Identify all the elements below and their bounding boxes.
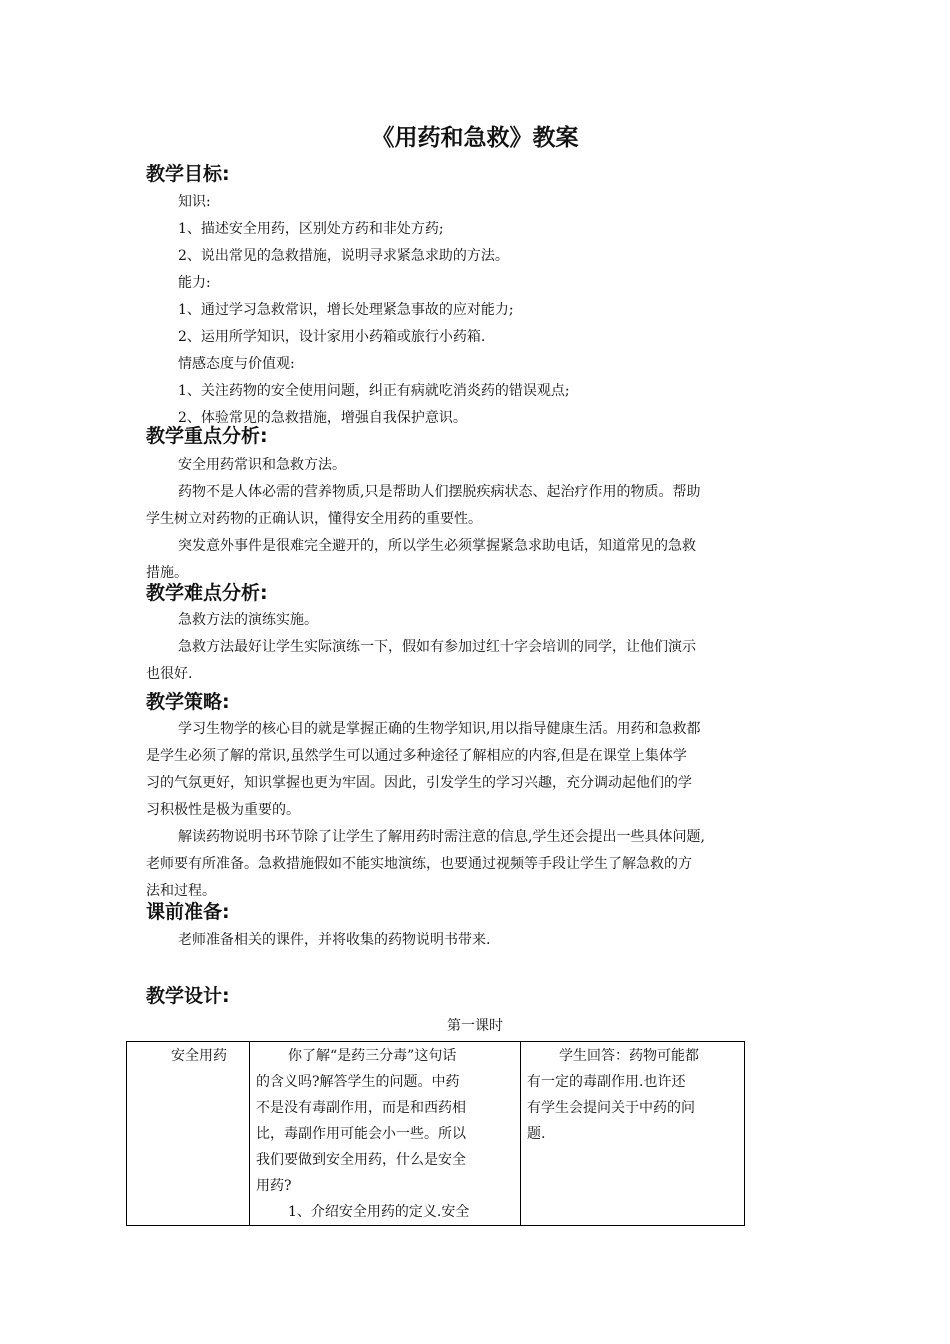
objectives-heading: 教学目标: — [146, 163, 230, 185]
document-title: 《用药和急救》教案 — [371, 125, 579, 151]
strategy-heading: 教学策略: — [146, 691, 230, 713]
knowledge-label: 知识: — [178, 194, 211, 210]
key-points-body — [146, 452, 826, 587]
attitude-label: 情感态度与价值观: — [178, 356, 295, 372]
strategy-line: 学习生物学的核心目的就是掌握正确的生物学知识,用以指导健康生活。用药和急救都 — [178, 721, 701, 737]
knowledge-item-2: 2、说出常见的急救措施，说明寻求紧急求助的方法。 — [178, 248, 509, 264]
difficulties-line: 也很好. — [146, 666, 193, 682]
table-row — [127, 1042, 745, 1226]
attitude-item-1: 1、关注药物的安全使用问题，纠正有病就吃消炎药的错误观点; — [178, 383, 570, 399]
ability-item-2: 2、运用所学知识，设计家用小药箱或旅行小药箱. — [178, 329, 486, 345]
design-heading: 教学设计: — [146, 985, 230, 1007]
difficulties-line: 急救方法的演练实施。 — [178, 612, 318, 628]
strategy-line: 习积极性是极为重要的。 — [146, 802, 300, 818]
objectives-body — [146, 189, 826, 432]
key-points-line: 安全用药常识和急救方法。 — [178, 457, 346, 473]
teacher-line: 不是没有毒副作用，而是和西药相 — [256, 1100, 466, 1116]
difficulties-line: 急救方法最好让学生实际演练一下，假如有参加过红十字会培训的同学，让他们演示 — [178, 639, 696, 655]
student-line: 有学生会提问关于中药的问 — [527, 1100, 695, 1116]
table-cell-teacher — [250, 1042, 521, 1226]
student-line: 学生回答：药物可能都 — [559, 1048, 699, 1064]
preparation-heading: 课前准备: — [146, 901, 230, 923]
student-line: 题. — [527, 1126, 546, 1142]
teacher-line: 的含义吗?解答学生的问题。中药 — [256, 1074, 460, 1090]
lesson-caption: 第一课时 — [447, 1018, 503, 1034]
key-points-line: 药物不是人体必需的营养物质,只是帮助人们摆脱疾病状态、起治疗作用的物质。帮助 — [178, 484, 701, 500]
ability-item-1: 1、通过学习急救常识，增长处理紧急事故的应对能力; — [178, 302, 514, 318]
teacher-line: 你了解“是药三分毒”这句话 — [288, 1048, 457, 1064]
strategy-line: 解读药物说明书环节除了让学生了解用药时需注意的信息,学生还会提出一些具体问题, — [178, 829, 705, 845]
key-points-heading: 教学重点分析: — [146, 425, 268, 447]
preparation-body — [146, 927, 826, 954]
strategy-line: 是学生必须了解的常识,虽然学生可以通过多种途径了解相应的内容,但是在课堂上集体学 — [146, 748, 687, 764]
student-line: 有一定的毒副作用.也许还 — [527, 1074, 686, 1090]
teacher-line: 1、介绍安全用药的定义.安全 — [288, 1204, 470, 1220]
strategy-body — [146, 716, 826, 905]
table-cell-student — [521, 1042, 745, 1226]
difficulties-body — [146, 607, 826, 688]
lesson-table — [126, 1041, 745, 1226]
difficulties-heading: 教学难点分析: — [146, 582, 268, 604]
teacher-line: 比，毒副作用可能会小一些。所以 — [256, 1126, 466, 1142]
ability-label: 能力: — [178, 275, 211, 291]
table-cell-topic — [127, 1042, 250, 1226]
teacher-line: 我们要做到安全用药，什么是安全 — [256, 1152, 466, 1168]
preparation-line: 老师准备相关的课件，并将收集的药物说明书带来. — [178, 932, 491, 948]
strategy-line: 习的气氛更好，知识掌握也更为牢固。因此，引发学生的学习兴趣，充分调动起他们的学 — [146, 775, 692, 791]
strategy-line: 老师要有所准备。急救措施假如不能实地演练，也要通过视频等手段让学生了解急救的方 — [146, 856, 692, 872]
attitude-item-2: 2、体验常见的急救措施，增强自我保护意识。 — [178, 410, 467, 426]
teacher-line: 用药? — [256, 1178, 292, 1194]
topic-label: 安全用药 — [171, 1048, 227, 1064]
key-points-line: 学生树立对药物的正确认识，懂得安全用药的重要性。 — [146, 511, 482, 527]
strategy-line: 法和过程。 — [146, 883, 216, 899]
key-points-line: 突发意外事件是很难完全避开的，所以学生必须掌握紧急求助电话，知道常见的急救 — [178, 538, 696, 554]
knowledge-item-1: 1、描述安全用药，区别处方药和非处方药; — [178, 221, 444, 237]
key-points-line: 措施。 — [146, 565, 188, 581]
